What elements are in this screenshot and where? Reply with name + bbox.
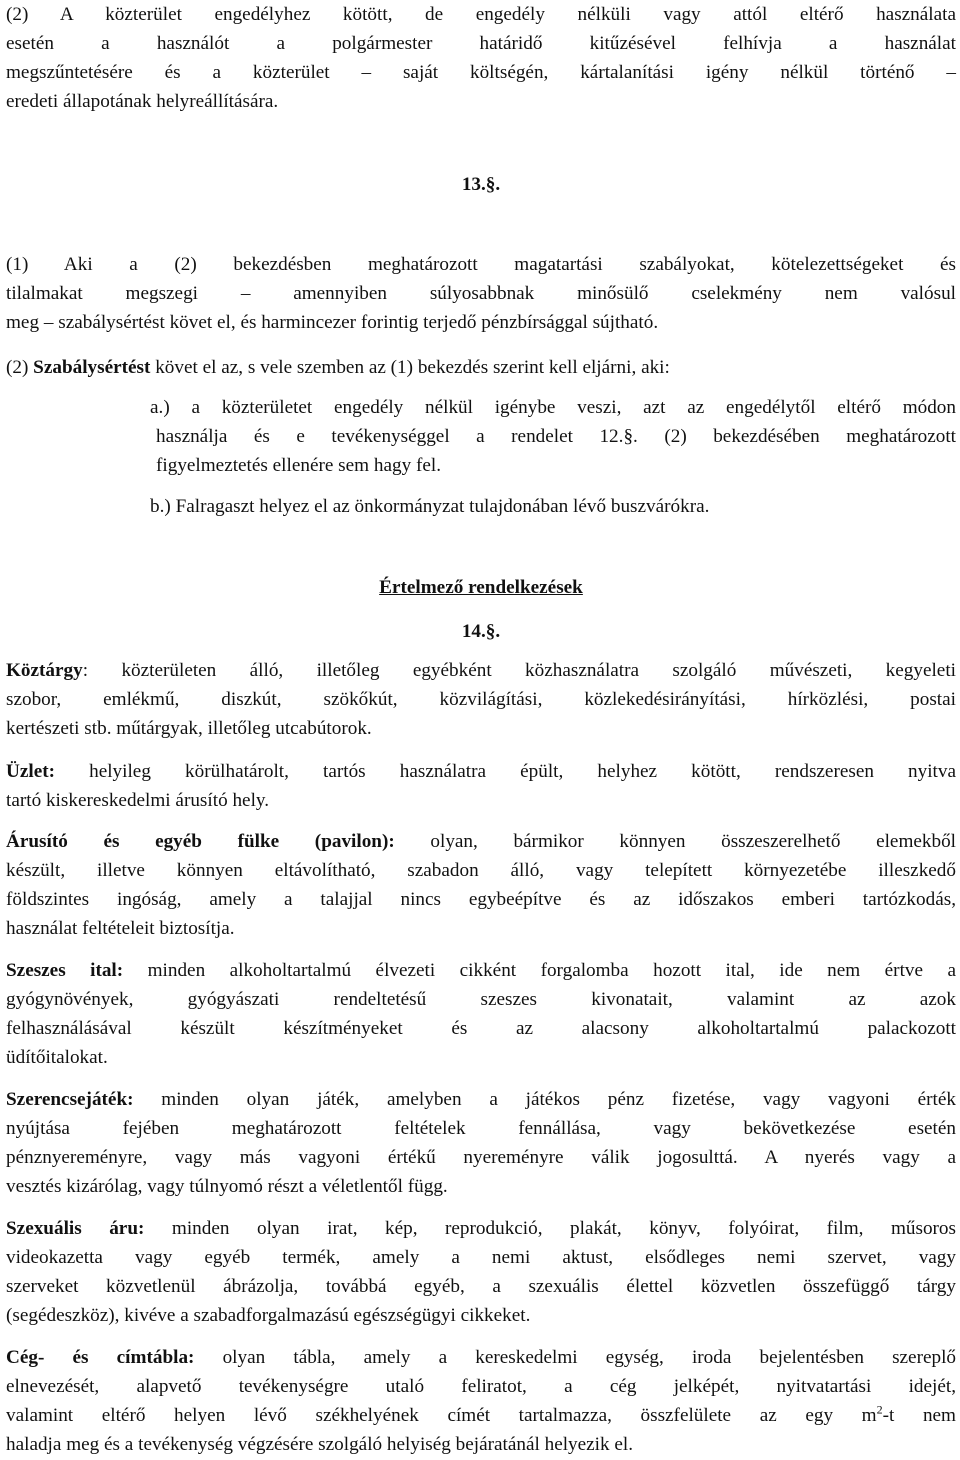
definition-term: Árusító és egyéb fülke (pavilon): <box>6 831 395 852</box>
text-line: figyelmeztetés ellenére sem hagy fel. <box>156 455 442 476</box>
text-line: esetén a használót a polgármester határidő kitűzésével felhívja a használat <box>6 33 956 54</box>
text-line: nyújtása fejében meghatározott feltételek fennállása, vagy bekövetkezése esetén <box>6 1118 956 1139</box>
text-line: kertészeti stb. műtárgyak, illetőleg utcabútorok. <box>6 718 372 739</box>
text-line: olyan, bármikor könnyen összeszerelhető elemekből <box>394 831 957 852</box>
text-line: tilalmakat megszegi – amennyiben súlyosabbnak minősülő cselekmény nem valósul <box>6 283 956 304</box>
definition-uzlet <box>6 757 956 815</box>
section-13-heading: 13.§. <box>461 174 501 195</box>
text-line: közterületen álló, illetőleg egyébként közhasználatra szolgáló művészeti, kegyeleti <box>88 660 956 681</box>
definition-term: Szeszes ital: <box>6 960 124 981</box>
text-line: (2) A közterület engedélyhez kötött, de engedély nélküli vagy attól eltérő használata <box>6 4 956 25</box>
text-line: szobor, emlékmű, diszkút, szökőkút, közvilágítási, közlekedésirányítási, hírközlési, postai <box>6 689 956 710</box>
text-line: valamint eltérő helyen lévő székhelyének címét tartalmazza, összfelülete az egy m <box>6 1405 877 1426</box>
text-line: eredeti állapotának helyreállítására. <box>6 91 279 112</box>
text-line: videokazetta vagy egyéb termék, amely a nemi aktust, elsődleges nemi szervet, vagy <box>6 1247 956 1268</box>
definition-koztargy <box>6 656 956 743</box>
text-line: üdítőitalokat. <box>6 1047 108 1068</box>
definition-term: Szerencsejáték: <box>6 1089 134 1110</box>
text-line: használat feltételeit biztosítja. <box>6 918 235 939</box>
text-line: használja és e tevékenységgel a rendelet 12.§. (2) bekezdésében meghatározott <box>156 426 956 447</box>
text-line: (1) Aki a (2) bekezdésben meghatározott magatartási szabályokat, kötelezettségeket és <box>6 254 956 275</box>
definition-term: Cég- és címtábla: <box>6 1347 195 1368</box>
text-line: tartó kiskereskedelmi árusító hely. <box>6 790 270 811</box>
bold-term: Szabálysértést <box>33 357 151 378</box>
term-separator: : <box>82 660 89 681</box>
text-line: készült, illetve könnyen eltávolítható, szabadon álló, vagy telepített környezetébe illeszkedő <box>6 860 956 881</box>
text-line: olyan tábla, amely a kereskedelmi egység, iroda bejelentésben szereplő <box>194 1347 956 1368</box>
paragraph-13-2 <box>6 353 956 382</box>
text-line: gyógynövények, gyógyászati rendeltetésű szeszes kivonatait, valamint az azok <box>6 989 956 1010</box>
definition-szeszes-ital <box>6 956 956 1072</box>
text-line: minden olyan irat, kép, reprodukció, plakát, könyv, folyóirat, film, műsoros <box>144 1218 956 1239</box>
definition-cegtabla <box>6 1343 956 1459</box>
text-line: haladja meg és a tevékenység végzésére szolgáló helyiség bejáratánál helyezik el. <box>6 1434 634 1455</box>
definition-term: Köztárgy <box>6 660 83 681</box>
definition-szerencsejatek <box>6 1085 956 1201</box>
definition-term: Üzlet: <box>6 761 55 782</box>
text-line: -t nem <box>882 1405 956 1426</box>
text-line: felhasználásával készült készítményeket és az alacsony alkoholtartalmú palackozott <box>6 1018 956 1039</box>
text-line: helyileg körülhatárolt, tartós használatra épült, helyhez kötött, rendszeresen nyitva <box>55 761 956 782</box>
paragraph-text: követ el az, s vele szemben az (1) bekezdés szerint kell eljárni, aki: <box>150 357 670 378</box>
text-line: pénznyereményre, vagy más vagyoni értékű nyereményre válik jogosulttá. A nyerés vagy a <box>6 1147 956 1168</box>
text-line: minden olyan játék, amelyben a játékos pénz fizetése, vagy vagyoni érték <box>133 1089 956 1110</box>
definition-arusito-fulke <box>6 827 956 943</box>
text-line: (segédeszköz), kivéve a szabadforgalmazású egészségügyi cikkeket. <box>6 1305 531 1326</box>
paragraph-12-2 <box>6 0 956 116</box>
section-14-heading: 14.§. <box>461 621 501 642</box>
point-a <box>150 393 956 480</box>
text-line: elnevezését, alapvető tevékenységre utaló feliratot, a cég jelképét, nyitvatartási idejét, <box>6 1376 956 1397</box>
paragraph-number: (2) <box>6 357 34 378</box>
definition-term: Szexuális áru: <box>6 1218 145 1239</box>
superscript: 2 <box>876 1402 883 1417</box>
text-line: minden alkoholtartalmú élvezeti cikként forgalomba hozott ital, ide nem értve a <box>123 960 956 981</box>
text-line: a.) a közterületet engedély nélkül igénybe veszi, azt az engedélytől eltérő módon <box>150 397 956 418</box>
definitions-title: Értelmező rendelkezések <box>379 577 583 598</box>
text-line: vesztés kizárólag, vagy túlnyomó részt a véletlentől függ. <box>6 1176 448 1197</box>
text-line: meg – szabálysértést követ el, és harmincezer forintig terjedő pénzbírsággal sújtható. <box>6 312 659 333</box>
paragraph-13-1 <box>6 250 956 337</box>
text-line: megszűntetésére és a közterület – saját költségén, kártalanítási igény nélkül történő – <box>6 62 956 83</box>
definition-szexualis-aru <box>6 1214 956 1330</box>
section-title <box>6 573 956 602</box>
text-line: szerveket közvetlenül ábrázolja, továbbá egyéb, a szexuális élettel közvetlen összefüggő tárgy <box>6 1276 956 1297</box>
point-b: b.) Falragaszt helyez el az önkormányzat tulajdonában lévő buszvárókra. <box>150 496 710 517</box>
text-line: földszintes ingóság, amely a talajjal nincs egybeépítve és az időszakos emberi tartózkodás, <box>6 889 956 910</box>
